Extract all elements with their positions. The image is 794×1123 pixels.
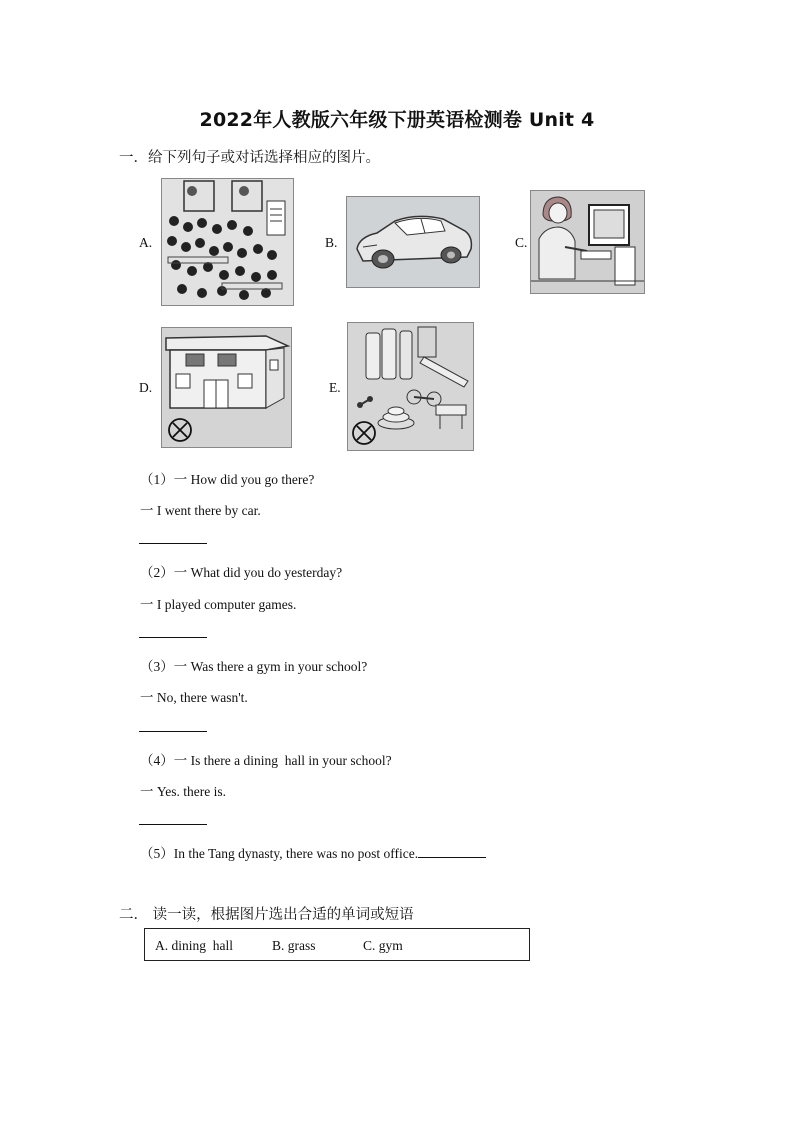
section-1-heading: 一．给下列句子或对话选择相应的图片。	[119, 150, 380, 166]
question-2: （2）一 What did you do yesterday?	[140, 565, 343, 580]
crowded-dining-hall-picture	[161, 178, 294, 306]
person-at-computer-picture	[530, 190, 645, 294]
answer-blank-2[interactable]	[139, 637, 207, 638]
option-c-label: C.	[515, 235, 528, 250]
question-4: （4）一 Is there a dining hall in your school?	[140, 753, 392, 768]
word-bank-box	[144, 928, 530, 961]
answer-blank-5[interactable]	[418, 845, 486, 858]
question-1: （1）一 How did you go there?	[140, 472, 315, 487]
word-option-b: B. grass	[272, 938, 316, 953]
option-a-label: A.	[139, 235, 153, 250]
option-b-label: B.	[325, 235, 338, 250]
word-option-a: A. dining hall	[155, 938, 233, 953]
page-title: 2022年人教版六年级下册英语检测卷 Unit 4	[199, 109, 595, 131]
answer-blank-3[interactable]	[139, 731, 207, 732]
answer-2: 一 I played computer games.	[140, 597, 297, 612]
building-with-cross-picture	[161, 327, 292, 448]
car-picture	[346, 196, 480, 288]
gym-equipment-with-cross-picture	[347, 322, 474, 451]
question-5	[140, 842, 486, 862]
option-d-label: D.	[139, 380, 153, 395]
answer-1: 一 I went there by car.	[140, 503, 261, 518]
option-e-label: E.	[329, 380, 341, 395]
answer-blank-1[interactable]	[139, 543, 207, 544]
question-3: （3）一 Was there a gym in your school?	[140, 659, 368, 674]
answer-4: 一 Yes. there is.	[140, 784, 227, 799]
section-2-heading: 二． 读一读，根据图片选出合适的单词或短语	[119, 907, 414, 923]
question-5-text: （5）In the Tang dynasty, there was no post office.	[140, 846, 419, 861]
answer-3: 一 No, there wasn't.	[140, 690, 248, 705]
word-option-c: C. gym	[363, 938, 403, 953]
answer-blank-4[interactable]	[139, 824, 207, 825]
